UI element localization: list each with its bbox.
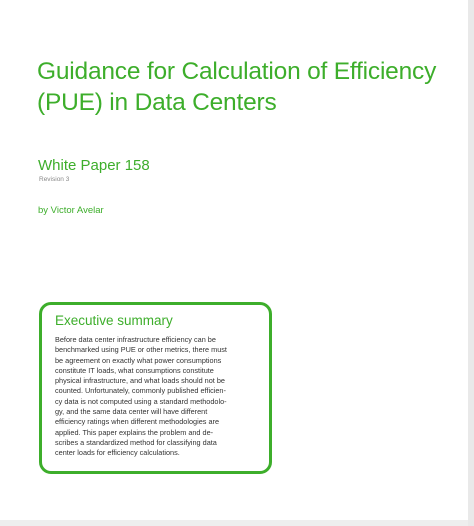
revision-label: Revision 3 xyxy=(39,176,70,183)
viewer-bottom-edge xyxy=(0,520,468,526)
document-title: Guidance for Calculation of Efficiency (PUE) in Data Centers xyxy=(37,58,437,116)
executive-summary-text: Before data center infrastructure efficiency can be benchmarked using PUE or other metrics, there must be agreement on exactly what power consumptions constitute IT loads, what consumptions constitute physical infrastructure, and what loads should not be counted. Unfortunately, commonly published efficien- cy data is not computed using a standard methodolo- gy, and the same data center will have different efficiency ratings when different methodologies are applied. This paper explains the problem and de- scribes a standardized method for classifying data center loads for efficiency calculations. xyxy=(55,335,227,458)
author-line: by Victor Avelar xyxy=(38,205,104,216)
white-paper-number: White Paper 158 xyxy=(38,157,150,174)
viewer-right-edge xyxy=(468,0,474,526)
executive-summary-box xyxy=(39,302,272,474)
executive-summary-heading: Executive summary xyxy=(55,313,173,328)
